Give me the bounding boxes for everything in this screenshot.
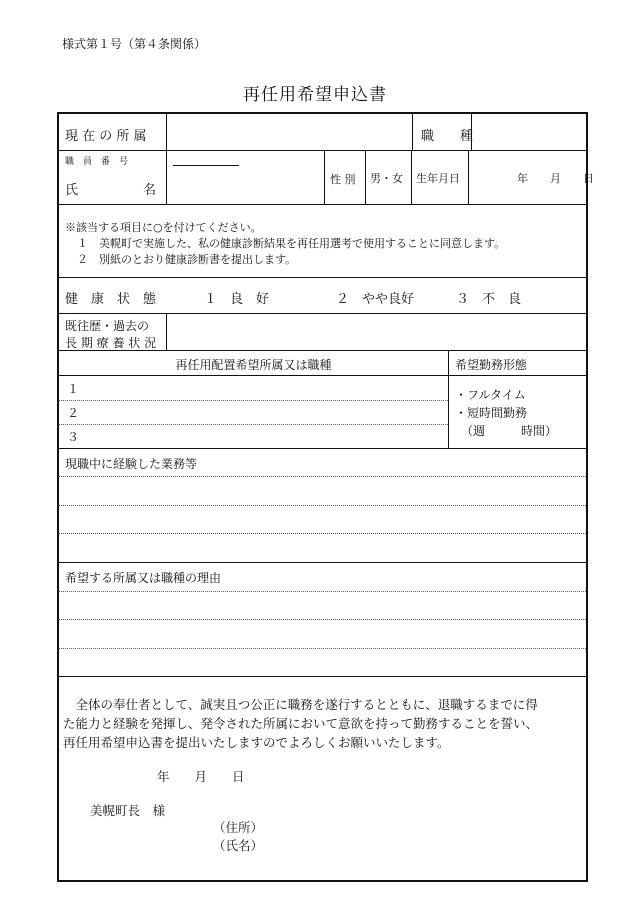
birthdate-field[interactable]: 年 月 日 — [517, 172, 594, 185]
placement-row-3[interactable]: ３ — [67, 430, 80, 444]
medical-history-label-2: 長 期 療 養 状 況 — [65, 336, 157, 350]
experience-field[interactable] — [60, 477, 585, 561]
placement-header: 再任用配置希望所属又は職種 — [175, 358, 332, 372]
medical-history-label-1: 既往歴・過去の — [65, 319, 150, 333]
consent-item-2[interactable]: ２ 別紙のとおり健康診断書を提出します。 — [77, 253, 297, 266]
health-option-1[interactable]: １ 良 好 — [204, 292, 270, 307]
placement-row-2[interactable]: ２ — [67, 406, 80, 420]
address-label[interactable]: （住所） — [213, 820, 264, 835]
staff-no-label: 職 員 番 号 — [65, 157, 129, 167]
form-frame — [57, 112, 594, 882]
current-dept-field[interactable] — [167, 115, 411, 149]
work-style-header: 希望勤務形態 — [455, 358, 528, 372]
medical-history-field[interactable] — [167, 314, 585, 349]
job-type-field[interactable] — [472, 115, 584, 149]
staff-no-name-field[interactable] — [167, 151, 323, 203]
gender-options[interactable]: 男・女 — [370, 172, 403, 185]
consent-item-1[interactable]: １ 美幌町で実施した、私の健康診断結果を再任用選考で使用することに同意します。 — [77, 237, 506, 250]
gender-label: 性 別 — [330, 173, 356, 186]
reason-field[interactable] — [60, 592, 585, 675]
pledge-date[interactable]: 年 月 日 — [157, 769, 245, 784]
reason-label: 希望する所属又は職種の理由 — [65, 571, 222, 585]
experience-label: 現職中に経験した業務等 — [65, 457, 198, 471]
placement-row-1[interactable]: １ — [67, 382, 80, 396]
addressee: 美幌町長 様 — [90, 803, 166, 818]
pledge-line-3: 再任用希望申込書を提出いたしますのでよろしくお願いいたします。 — [63, 735, 450, 750]
health-option-3[interactable]: ３ 不 良 — [456, 292, 522, 307]
pledge-line-2: た能力と経験を発揮し、発令された所属において意欲を持って勤務することを誓い、 — [63, 716, 539, 731]
pledge-line-1: 全体の奉仕者として、誠実且つ公正に職務を遂行するとともに、退職するまでに得 — [63, 697, 538, 712]
page-title: 再任用希望申込書 — [243, 85, 387, 105]
health-label: 健 康 状 態 — [65, 292, 157, 307]
work-style-full-time[interactable]: ・フルタイム — [455, 388, 526, 402]
health-option-2[interactable]: ２ やや良好 — [336, 292, 415, 307]
work-style-short-time[interactable]: ・短時間勤務 — [455, 406, 528, 420]
current-dept-label: 現 在 の 所 属 — [65, 129, 147, 144]
form-id: 様式第１号（第４条関係） — [62, 37, 207, 51]
consent-intro: ※該当する項目に○を付けてください。 — [65, 221, 262, 234]
work-style-hours[interactable]: （週 時間） — [461, 424, 558, 438]
job-type-label: 職 種 — [421, 129, 474, 144]
birthdate-label: 生年月日 — [416, 172, 460, 185]
applicant-name-label[interactable]: （氏名） — [213, 838, 264, 853]
name-label: 氏 名 — [65, 183, 157, 198]
